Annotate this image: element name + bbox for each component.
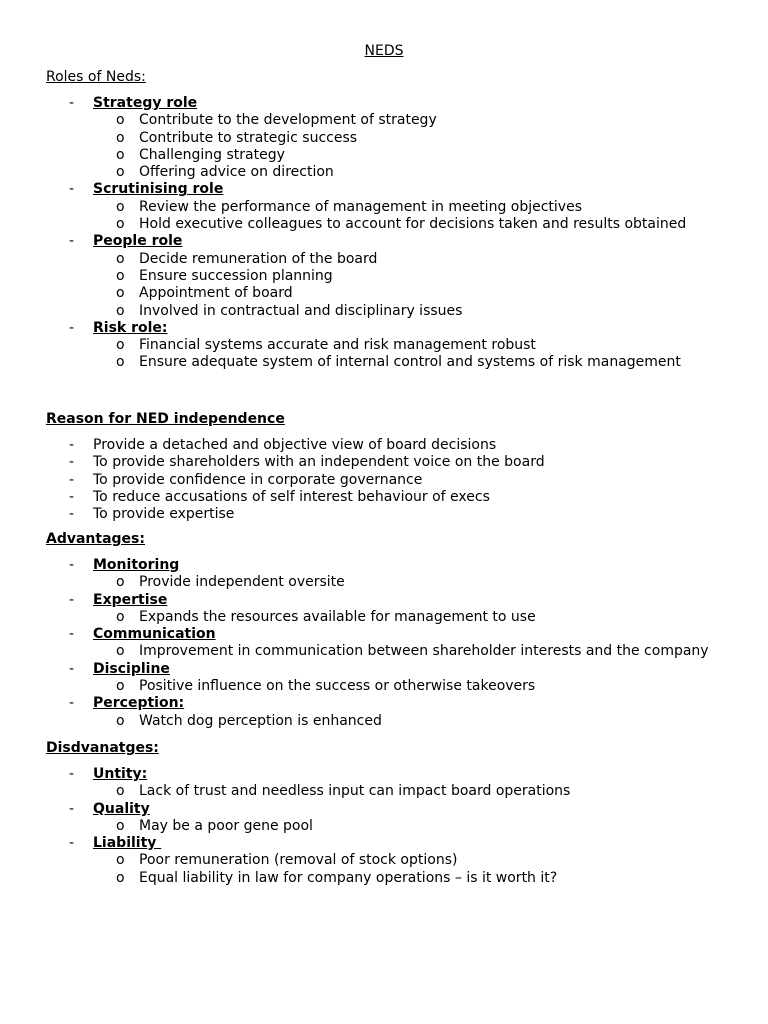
- list-item: [0, 766, 570, 801]
- list-item: o Poor remuneration (removal of stock options): [0, 852, 570, 869]
- list-item: - To provide expertise: [0, 506, 545, 523]
- list-item: o Appointment of board: [0, 285, 686, 302]
- list-item: o Involved in contractual and disciplinary issues: [0, 303, 686, 320]
- sub-list: [0, 609, 709, 626]
- list-item: [0, 661, 709, 696]
- list-item: [0, 320, 686, 372]
- list-item: [0, 95, 686, 181]
- disadvantages-heading: Disdvanatges:: [46, 740, 159, 756]
- sub-list: [0, 337, 686, 372]
- disadvantage-heading: Quality: [93, 800, 150, 817]
- list-item: o Review the performance of management in meeting objectives: [0, 199, 686, 216]
- advantage-heading: Communication: [93, 626, 216, 643]
- list-item: o Lack of trust and needless input can impact board operations: [0, 783, 570, 800]
- list-item: o Offering advice on direction: [0, 164, 686, 181]
- sub-list: [0, 643, 709, 660]
- sub-list: [0, 112, 686, 181]
- list-item: [0, 557, 709, 592]
- sub-list: [0, 574, 709, 591]
- list-item: o Expands the resources available for management to use: [0, 609, 709, 626]
- advantage-heading: Monitoring: [93, 557, 180, 573]
- list-item: o Improvement in communication between shareholder interests and the company: [0, 643, 709, 660]
- sub-list: [0, 852, 570, 887]
- document-title: NEDS: [364, 43, 404, 59]
- advantages-heading: Advantages:: [46, 531, 145, 547]
- list-item: o May be a poor gene pool: [0, 818, 570, 835]
- disadvantage-heading: Liability: [93, 835, 162, 852]
- independence-list: [0, 437, 545, 523]
- roles-list: [0, 95, 686, 372]
- list-item: [0, 626, 709, 661]
- list-item: [0, 695, 709, 730]
- role-heading: Scrutinising role: [93, 181, 224, 198]
- advantage-heading: Discipline: [93, 660, 170, 677]
- list-item: o Provide independent oversite: [0, 574, 709, 591]
- list-item: o Contribute to strategic success: [0, 130, 686, 147]
- role-heading: People role: [93, 233, 183, 250]
- roles-intro: Roles of Neds:: [46, 69, 146, 85]
- disadvantages-list: [0, 766, 570, 887]
- sub-list: [0, 818, 570, 835]
- list-item: o Hold executive colleagues to account for decisions taken and results obtained: [0, 216, 686, 233]
- advantages-list: [0, 557, 709, 730]
- advantage-heading: Expertise: [93, 591, 168, 608]
- list-item: - To provide confidence in corporate governance: [0, 472, 545, 489]
- list-item: o Watch dog perception is enhanced: [0, 713, 709, 730]
- sub-list: [0, 251, 686, 320]
- sub-list: [0, 199, 686, 234]
- list-item: o Ensure adequate system of internal control and systems of risk management: [0, 354, 686, 371]
- sub-list: [0, 678, 709, 695]
- list-item: - To provide shareholders with an independent voice on the board: [0, 454, 545, 471]
- list-item: o Ensure succession planning: [0, 268, 686, 285]
- list-item: - Provide a detached and objective view of board decisions: [0, 437, 545, 454]
- list-item: o Decide remuneration of the board: [0, 251, 686, 268]
- sub-list: [0, 713, 709, 730]
- list-item: [0, 592, 709, 627]
- list-item: [0, 233, 686, 319]
- list-item: o Equal liability in law for company operations – is it worth it?: [0, 870, 570, 887]
- independence-heading: Reason for NED independence: [46, 411, 285, 427]
- advantage-heading: Perception:: [93, 695, 185, 712]
- list-item: o Challenging strategy: [0, 147, 686, 164]
- role-heading: Strategy role: [93, 95, 198, 111]
- list-item: o Positive influence on the success or otherwise takeovers: [0, 678, 709, 695]
- disadvantage-heading: Untity:: [93, 766, 148, 782]
- list-item: - To reduce accusations of self interest behaviour of execs: [0, 489, 545, 506]
- list-item: [0, 801, 570, 836]
- list-item: o Contribute to the development of strategy: [0, 112, 686, 129]
- list-item: [0, 181, 686, 233]
- sub-list: [0, 783, 570, 800]
- list-item: [0, 835, 570, 887]
- list-item: o Financial systems accurate and risk management robust: [0, 337, 686, 354]
- role-heading: Risk role:: [93, 319, 168, 336]
